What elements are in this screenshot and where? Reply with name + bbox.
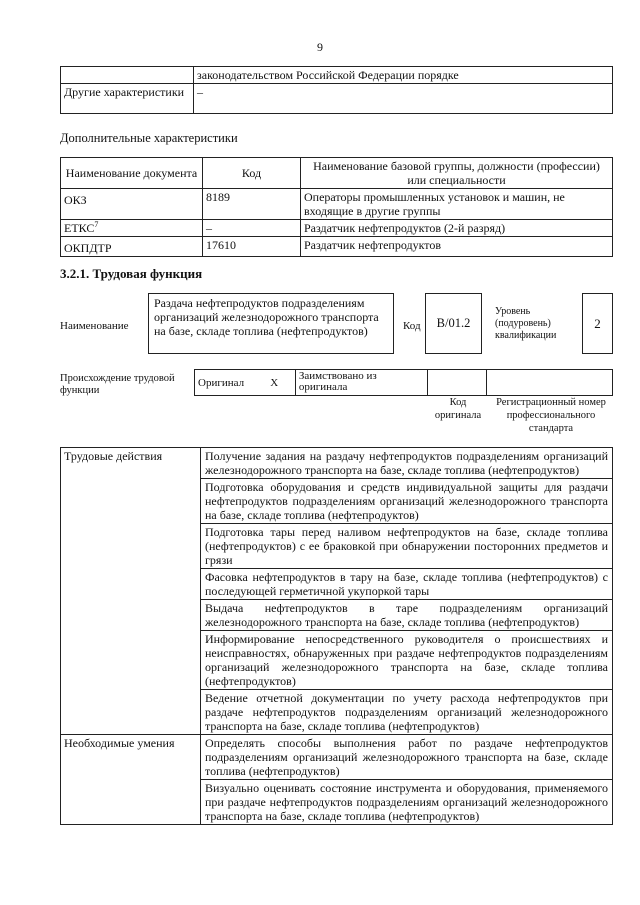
code-label: Код [403,320,421,332]
code-original-caption: Код оригинала [434,397,482,421]
table-cell: 17610 [203,237,301,257]
labor-action-item: Получение задания на раздачу нефтепродуктов подразделениям организаций железнодорожного транспорта на базе, складе топлива (нефтепродуктов) [201,448,613,479]
labor-action-item: Фасовка нефтепродуктов в тару на базе, складе топлива (нефтепродуктов) с последующей герметичной укупоркой тары [201,569,613,600]
table-row [61,189,613,220]
table-cell: ЕТКС$^7$ [61,220,203,237]
registration-number-caption: Регистрационный номер профессионального стандарта [496,397,606,434]
column-header: Код [203,158,301,189]
labor-actions-label: Трудовые действия [61,448,201,735]
origin-mark-cell: X [253,370,295,396]
labor-action-item: Информирование непосредственного руководителя о происшествиях и неисправностях, обнаруженных при раздаче нефтепродуктов подразделениям организаций железнодорожного транспорта на базе, складе топлива (нефтепродуктов) [201,631,613,690]
table-row [61,448,613,479]
skill-item: Визуально оценивать состояние инструмента и оборудования, применяемого при раздаче нефтепродуктов подразделениям организаций железнодорожного транспорта на базе, складе топлива (нефтепродуктов) [201,780,613,825]
table-row [195,370,613,396]
table-row [61,220,613,237]
origin-original-cell: Оригинал [195,370,254,396]
top-table [60,66,613,114]
table-row [61,237,613,257]
table-cell: 8189 [203,189,301,220]
table-cell: Другие характеристики [61,84,194,114]
table-cell: Раздатчик нефтепродуктов [301,237,613,257]
function-code-box: B/01.2 [425,293,482,354]
origin-borrowed-cell: Заимствовано из оригинала [295,370,427,396]
additional-characteristics-table [60,157,613,257]
column-header: Наименование базовой группы, должности (профессии) или специальности [301,158,613,189]
table-cell: ОКЗ [61,189,203,220]
table-cell: Операторы промышленных установок и машин, не входящие в другие группы [301,189,613,220]
column-header: Наименование документа [61,158,203,189]
required-skills-label: Необходимые умения [61,735,201,825]
origin-label: Происхождение трудовой функции [60,373,175,396]
table-cell: – [203,220,301,237]
labor-action-item: Выдача нефтепродуктов в таре подразделениям организаций железнодорожного транспорта на базе, складе топлива (нефтепродуктов) [201,600,613,631]
table-cell: законодательством Российской Федерации порядке [194,67,613,84]
table-cell [61,67,194,84]
labor-action-item: Ведение отчетной документации по учету расхода нефтепродуктов при раздаче нефтепродуктов подразделениям организаций железнодорожного транспорта на базе, складе топлива (нефтепродуктов) [201,690,613,735]
section-heading: 3.2.1. Трудовая функция [60,266,203,281]
table-cell: Раздатчик нефтепродуктов (2-й разряд) [301,220,613,237]
table-row [61,735,613,780]
registration-number-cell [487,370,613,396]
table-row [61,67,613,84]
qualification-level-label: Уровень (подуровень) квалификации [495,306,557,341]
labor-action-item: Подготовка оборудования и средств индивидуальной защиты для раздачи нефтепродуктов подразделениям организаций железнодорожного транспорта на базе, складе топлива (нефтепродуктов) [201,479,613,524]
footnote-mark: 7 [94,220,99,229]
function-name-box: Раздача нефтепродуктов подразделениям организаций железнодорожного транспорта на базе, складе топлива (нефтепродуктов) [148,293,394,354]
qualification-level-box: 2 [582,293,613,354]
page-number: 9 [317,40,323,54]
additional-characteristics-title: Дополнительные характеристики [60,131,238,145]
table-cell: ОКПДТР [61,237,203,257]
name-label: Наименование [60,320,129,332]
skill-item: Определять способы выполнения работ по раздаче нефтепродуктов подразделениям организаций железнодорожного транспорта на базе, складе топлива (нефтепродуктов) [201,735,613,780]
table-header-row [61,158,613,189]
origin-code-cell [427,370,487,396]
table-row [61,84,613,114]
origin-table [194,369,613,396]
labor-action-item: Подготовка тары перед наливом нефтепродуктов на базе, складе топлива (нефтепродуктов) с ее браковкой при обнаружении посторонних предметов и грязи [201,524,613,569]
table-cell: – [194,84,613,114]
labor-function-table [60,447,613,825]
